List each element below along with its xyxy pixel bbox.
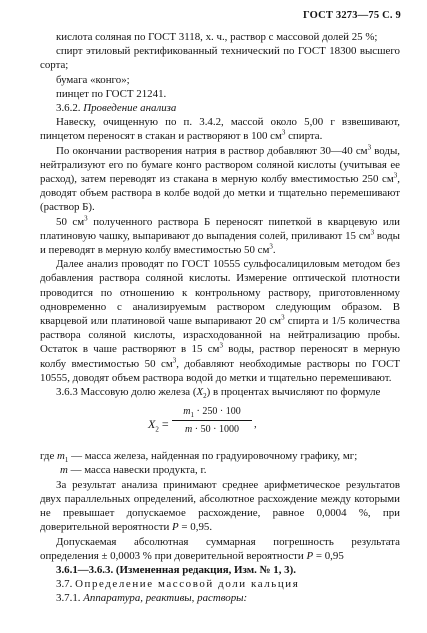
text-run: , доводят объем раствора в колбе водой до метки и тщательно перемешивают (раствор Б). <box>40 173 400 214</box>
subscript: 1 <box>190 411 195 420</box>
amendment-note: 3.6.1—3.6.3. (Измененная редакция, Изм. № 1, 3). <box>56 563 296 576</box>
equals-sign: = <box>158 417 169 432</box>
section-3-7-heading <box>40 577 400 591</box>
reagent-ethyl-alcohol: спирт этиловый ректификованный технический по ГОСТ 18300 высшего сорта; <box>40 45 400 72</box>
text-run: По окончании растворения натрия в раствор добавляют 30—40 см <box>56 144 368 157</box>
formula-lhs <box>148 417 169 434</box>
iron-formula <box>40 404 400 446</box>
subscript: 2 <box>155 425 159 434</box>
paragraph-result <box>40 478 400 535</box>
variable: X <box>196 386 204 399</box>
exponent: 3 <box>269 242 273 251</box>
exponent: 3 <box>367 143 372 151</box>
subscript: 1 <box>64 456 69 465</box>
page-header: ГОСТ 3273—75 С. 9 <box>302 10 401 21</box>
exponent: 3 <box>219 341 223 350</box>
document-body <box>40 30 400 606</box>
text-run: спирта и 1/5 количества раствора соляной кислоты, израсходованной на нейтрализацию пробы. Остаток в чаше растворяют в 15 см <box>40 315 400 356</box>
variable: m <box>183 406 191 418</box>
section-3-7-1-heading <box>40 591 400 605</box>
section-title: Аппаратура, реактивы, растворы: <box>83 592 248 605</box>
text-run: 50 см <box>56 215 85 228</box>
variable: P <box>306 549 314 562</box>
variable: m <box>185 424 193 436</box>
paragraph-formula-intro <box>40 385 400 399</box>
text-run: · 250 · 100 <box>194 406 241 418</box>
subscript: 2 <box>203 392 207 401</box>
text-run: ) в процентах вычисляют по формуле <box>206 386 381 399</box>
text-run: спирта. <box>285 130 323 143</box>
section-title: Определение массовой доли кальция <box>75 578 300 591</box>
section-title: Проведение анализа <box>83 102 177 115</box>
text-run: Далее анализ проводят по ГОСТ 10555 сульфосалициловым методом без добавления раствора соляной кислоты. Измерение оптической плотности проводится по отношению к контрольному раствору, приготовленному одновременно с анализируемым раствором следующим образом. В кварцевой или платиновой чаше выпаривают 20 см <box>40 258 400 328</box>
formula-numerator <box>172 405 252 421</box>
text-run: воды, нейтрализуют его по бумаге конго раствором соляной кислоты (учитывая ее расход), затем переводят из стакана в мерную колбу вместимостью 250 см <box>40 144 400 186</box>
reagent-tweezers: пинцет по ГОСТ 21241. <box>56 87 167 100</box>
text-run: , добавляют необходимые растворы по ГОСТ 10555, доводят объем раствора водой до метки и тщательно перемешивают. <box>40 357 400 384</box>
exponent: 3 <box>84 214 88 223</box>
formula-comma: , <box>254 418 257 431</box>
text-run: где <box>40 450 58 463</box>
text-run: полученного раствора Б переносят пипеткой в кварцевую или платиновую чашку, выпаривают до выпадения солей, приливают 15 см <box>40 215 400 242</box>
where-m1 <box>40 449 400 463</box>
text-run: Допускаемая абсолютная суммарная погрешность результата определения ± 0,0003 % при доверительной вероятности <box>40 535 400 562</box>
text-run: = 0,95 <box>313 549 344 562</box>
text-run: Навеску, очищенную по п. 3.4.2, массой около 5,00 г взвешивают, пинцетом переносят в стакан и растворяют в 100 см <box>40 116 400 143</box>
text-run: — масса железа, найденная по градуировочному графику, мг; <box>68 450 358 463</box>
section-number: 3.6.2. <box>56 102 81 115</box>
reagent-congo-paper: бумага «конго»; <box>56 73 130 86</box>
text-run: 3.6.3 Массовую долю железа ( <box>56 386 197 399</box>
section-number: 3.7.1. <box>56 592 84 605</box>
formula-denominator <box>172 421 252 437</box>
paragraph-evaporation <box>40 215 400 258</box>
text-run: воды, раствор переносят в мерную колбу вместимостью 50 см <box>40 343 400 370</box>
paragraph-error <box>40 535 400 563</box>
section-3-6-2-heading <box>40 101 400 115</box>
paragraph-weighing <box>40 115 400 143</box>
exponent: 3 <box>281 128 286 137</box>
formula-fraction <box>172 405 252 437</box>
text-run: . <box>272 244 276 257</box>
variable: m <box>60 464 68 477</box>
variable: P <box>172 521 179 534</box>
text-run: = 0,95. <box>178 521 213 534</box>
paragraph-neutralization <box>40 144 400 215</box>
variable: m <box>57 450 65 463</box>
text-run: · 50 · 1000 <box>192 424 239 436</box>
variable: X <box>148 417 156 432</box>
text-run: воды и переводят в мерную колбу вместимостью 50 см <box>40 229 400 257</box>
where-m <box>40 463 400 477</box>
exponent: 3 <box>393 171 398 180</box>
reagent-hydrochloric-acid: кислота соляная по ГОСТ 3118, х. ч., раствор с массовой долей 25 %; <box>56 31 378 43</box>
text-run: За результат анализа принимают среднее арифметическое результатов двух параллельных определений, абсолютное расхождение между которыми не превышает допускаемое расхождение, равное 0,0004 %, при доверительной вероятности <box>40 478 400 534</box>
paragraph-control-solution <box>40 257 400 385</box>
section-number: 3.7. <box>56 578 76 591</box>
exponent: 3 <box>281 313 285 322</box>
exponent: 3 <box>370 228 375 237</box>
exponent: 3 <box>172 356 177 365</box>
text-run: — масса навески продукта, г. <box>67 464 207 477</box>
